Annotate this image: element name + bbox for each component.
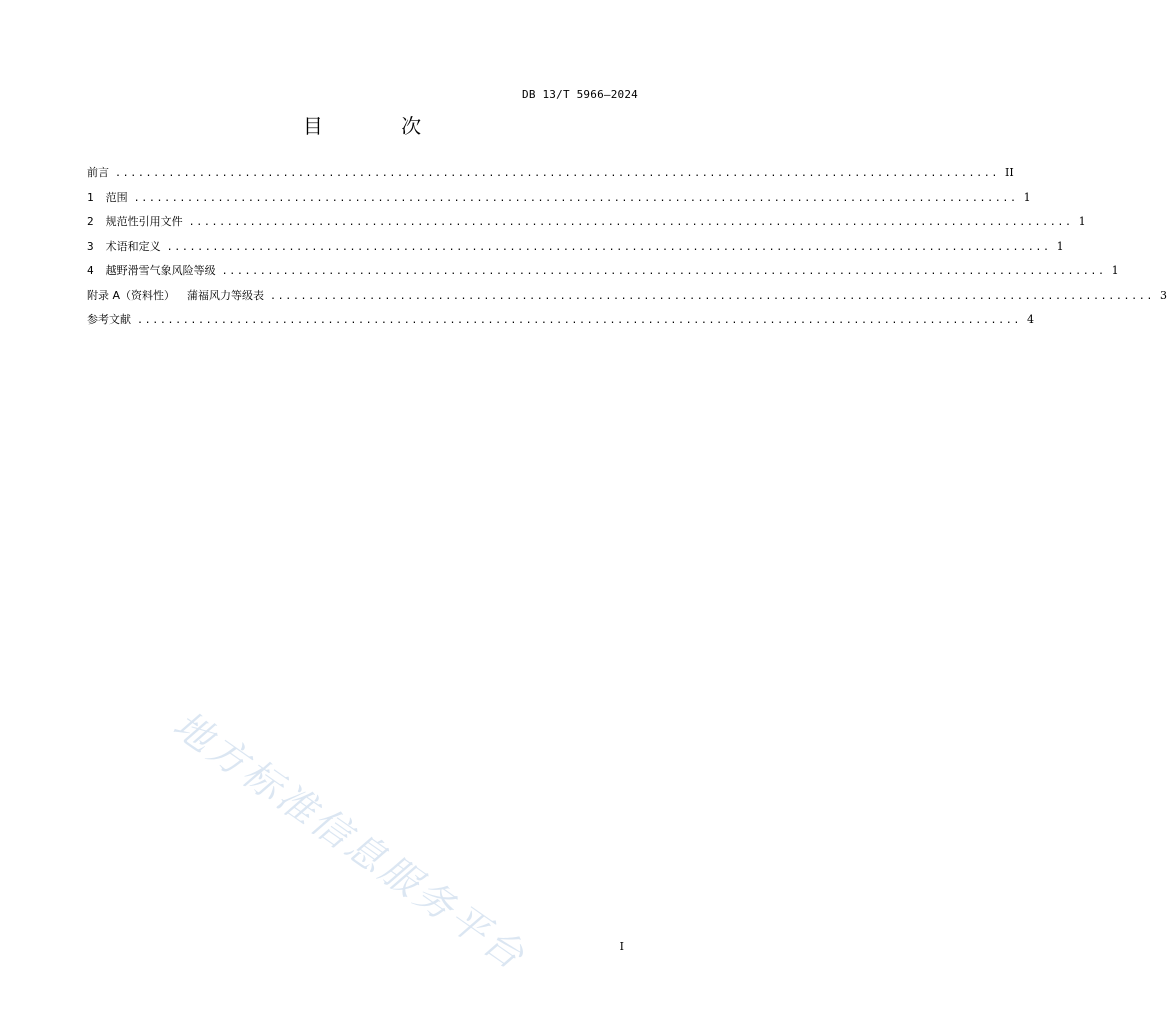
- toc-entry-terms-definitions[interactable]: [87, 235, 1064, 260]
- toc-entry-number: 2: [87, 215, 94, 228]
- toc-entry-bibliography[interactable]: [87, 308, 1034, 333]
- toc-entry-title: 参考文献: [87, 313, 131, 326]
- toc-entry-page: 1: [1056, 239, 1064, 253]
- toc-entry-title: 范围: [105, 190, 128, 204]
- toc-leader-dots: ....................................................................................................................: [137, 315, 1021, 326]
- toc-title: 目 次: [302, 114, 458, 138]
- toc-leader-dots: ....................................................................................................................: [166, 241, 1051, 253]
- toc-entry-page: 3: [1160, 288, 1167, 302]
- toc-entry-foreword[interactable]: [87, 161, 1014, 186]
- toc-leader-dots: ....................................................................................................................: [270, 290, 1155, 302]
- toc-leader-dots: ....................................................................................................................: [115, 168, 999, 179]
- toc-entry-scope[interactable]: [87, 186, 1031, 211]
- toc-entry-page: 4: [1026, 313, 1034, 326]
- toc-entry-normative-references[interactable]: [87, 210, 1086, 235]
- toc-entry-title: 规范性引用文件: [105, 215, 183, 228]
- toc-entry-title: 术语和定义: [105, 239, 161, 253]
- toc-entry-page: 1: [1078, 215, 1086, 228]
- toc-entry-title: 蒲福风力等级表: [187, 288, 265, 302]
- toc-leader-dots: ....................................................................................................................: [221, 266, 1106, 277]
- toc-entry-number: 4: [87, 264, 94, 277]
- table-of-contents: [87, 161, 1167, 333]
- toc-leader-dots: ....................................................................................................................: [133, 192, 1018, 204]
- toc-entry-number: 3: [87, 239, 94, 253]
- page-number: I: [619, 940, 624, 953]
- toc-entry-title: 前言: [87, 166, 109, 179]
- watermark: 地方标准信息服务平台: [165, 702, 535, 980]
- toc-entry-number: 附录 A（资料性）: [87, 288, 176, 302]
- toc-entry-title: 越野滑雪气象风险等级: [105, 264, 216, 277]
- toc-entry-page: II: [1004, 166, 1014, 179]
- toc-entry-appendix-a[interactable]: [87, 284, 1167, 309]
- toc-entry-page: 1: [1023, 190, 1031, 204]
- toc-leader-dots: ....................................................................................................................: [188, 217, 1073, 228]
- document-code: DB 13/T 5966—2024: [522, 88, 638, 101]
- toc-entry-number: 1: [87, 190, 94, 204]
- toc-entry-page: 1: [1111, 264, 1119, 277]
- toc-entry-risk-levels[interactable]: [87, 259, 1119, 284]
